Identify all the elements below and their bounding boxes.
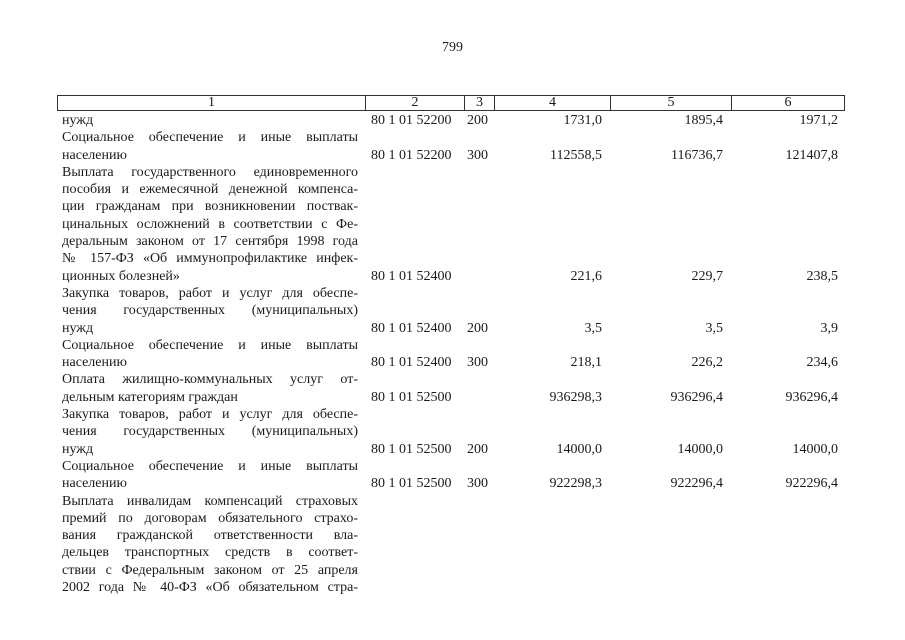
row-description [62,164,358,285]
description-line: вания гражданской ответственности вла- [62,528,358,544]
amount-col-4: 14000,0 [556,441,602,457]
amount-col-4: 221,6 [570,268,602,284]
amount-col-5: 922296,4 [670,476,723,492]
page-number: 799 [442,40,463,55]
expense-type: 300 [467,147,488,163]
budget-code: 80 1 01 52500 [371,476,452,492]
budget-code: 80 1 01 52400 [371,268,452,284]
header-col-3: 3 [464,96,494,110]
description-line: Оплата жилищно-коммунальных услуг от- [62,372,358,388]
table-row [0,458,905,493]
row-description [62,337,358,372]
amount-col-5: 3,5 [705,320,723,336]
row-description [62,493,358,597]
description-line: пособия и ежемесячной денежной компенса- [62,182,358,198]
amount-col-5: 116736,7 [671,147,723,163]
amount-col-4: 922298,3 [549,476,602,492]
budget-code: 80 1 01 52500 [371,389,452,405]
description-line: населению [62,476,127,492]
amount-col-6: 238,5 [806,268,838,284]
description-line: ствии с Федеральным законом от 25 апреля [62,562,358,578]
row-description [62,371,358,406]
expense-type: 200 [467,320,488,336]
expense-type: 300 [467,355,488,371]
description-line: Социальное обеспечение и иные выплаты [62,458,358,474]
budget-code: 80 1 01 52500 [371,441,452,457]
description-line: дельцев транспортных средств в соответ- [62,545,358,561]
amount-col-5: 1895,4 [684,113,723,128]
amount-col-4: 936298,3 [549,389,602,405]
description-line: деральным законом от 17 сентября 1998 года [62,234,358,250]
table-header [57,95,845,111]
amount-col-4: 1731,0 [563,113,602,128]
description-line: Социальное обеспечение и иные выплаты [62,337,358,353]
table-body [0,112,905,596]
description-line: дельным категориям граждан [62,389,238,405]
header-col-2: 2 [365,96,464,110]
row-description [62,112,358,129]
description-line: премий по договорам обязательного страхо- [62,510,358,526]
description-line: чения государственных (муниципальных) [62,424,358,440]
amount-col-5: 936296,4 [670,389,723,405]
amount-col-4: 3,5 [584,320,602,336]
amount-col-6: 922296,4 [785,476,838,492]
table-row [0,129,905,164]
budget-code: 80 1 01 52400 [371,320,452,336]
description-line: ционных болезней» [62,268,180,284]
amount-col-6: 1971,2 [799,113,838,128]
description-line: цинальных осложнений в соответствии с Фе- [62,216,358,232]
description-line: № 157-ФЗ «Об иммунопрофилактике инфек- [62,251,358,267]
amount-col-5: 14000,0 [677,441,723,457]
table-row [0,285,905,337]
expense-type: 200 [467,441,488,457]
description-line: Выплата инвалидам компенсаций страховых [62,493,358,509]
amount-col-5: 229,7 [691,268,723,284]
amount-col-4: 112558,5 [550,147,602,163]
amount-col-6: 3,9 [820,320,838,336]
description-line: ции гражданам при возникновении поствак- [62,199,358,215]
amount-col-6: 936296,4 [785,389,838,405]
expense-type: 300 [467,476,488,492]
description-line: Выплата государственного единовременного [62,164,358,180]
description-line: нужд [62,441,94,457]
row-description [62,406,358,458]
description-line: Социальное обеспечение и иные выплаты [62,130,358,146]
row-description [62,129,358,164]
description-line: населению [62,147,127,163]
row-description [62,458,358,493]
amount-col-6: 14000,0 [792,441,838,457]
header-col-4: 4 [494,96,610,110]
header-col-6: 6 [731,96,844,110]
budget-code: 80 1 01 52400 [371,355,452,371]
description-line: нужд [62,320,94,336]
expense-type: 200 [467,113,488,128]
description-line: 2002 года № 40-ФЗ «Об обязательном стра- [62,580,358,596]
description-line: населению [62,355,127,371]
table-row [0,371,905,406]
description-line: Закупка товаров, работ и услуг для обеспе- [62,285,358,301]
budget-code: 80 1 01 52200 [371,147,452,163]
table-row [0,164,905,285]
description-line: чения государственных (муниципальных) [62,303,358,319]
budget-code: 80 1 01 52200 [371,113,452,128]
amount-col-4: 218,1 [570,355,602,371]
amount-col-6: 121407,8 [785,147,838,163]
header-col-5: 5 [610,96,731,110]
table-row [0,406,905,458]
table-row [0,493,905,597]
table-row [0,112,905,129]
description-line: Закупка товаров, работ и услуг для обеспе- [62,407,358,423]
header-col-1: 1 [208,95,215,110]
amount-col-6: 234,6 [806,355,838,371]
description-line: нужд [62,113,94,128]
table-row [0,337,905,372]
amount-col-5: 226,2 [691,355,723,371]
row-description [62,285,358,337]
